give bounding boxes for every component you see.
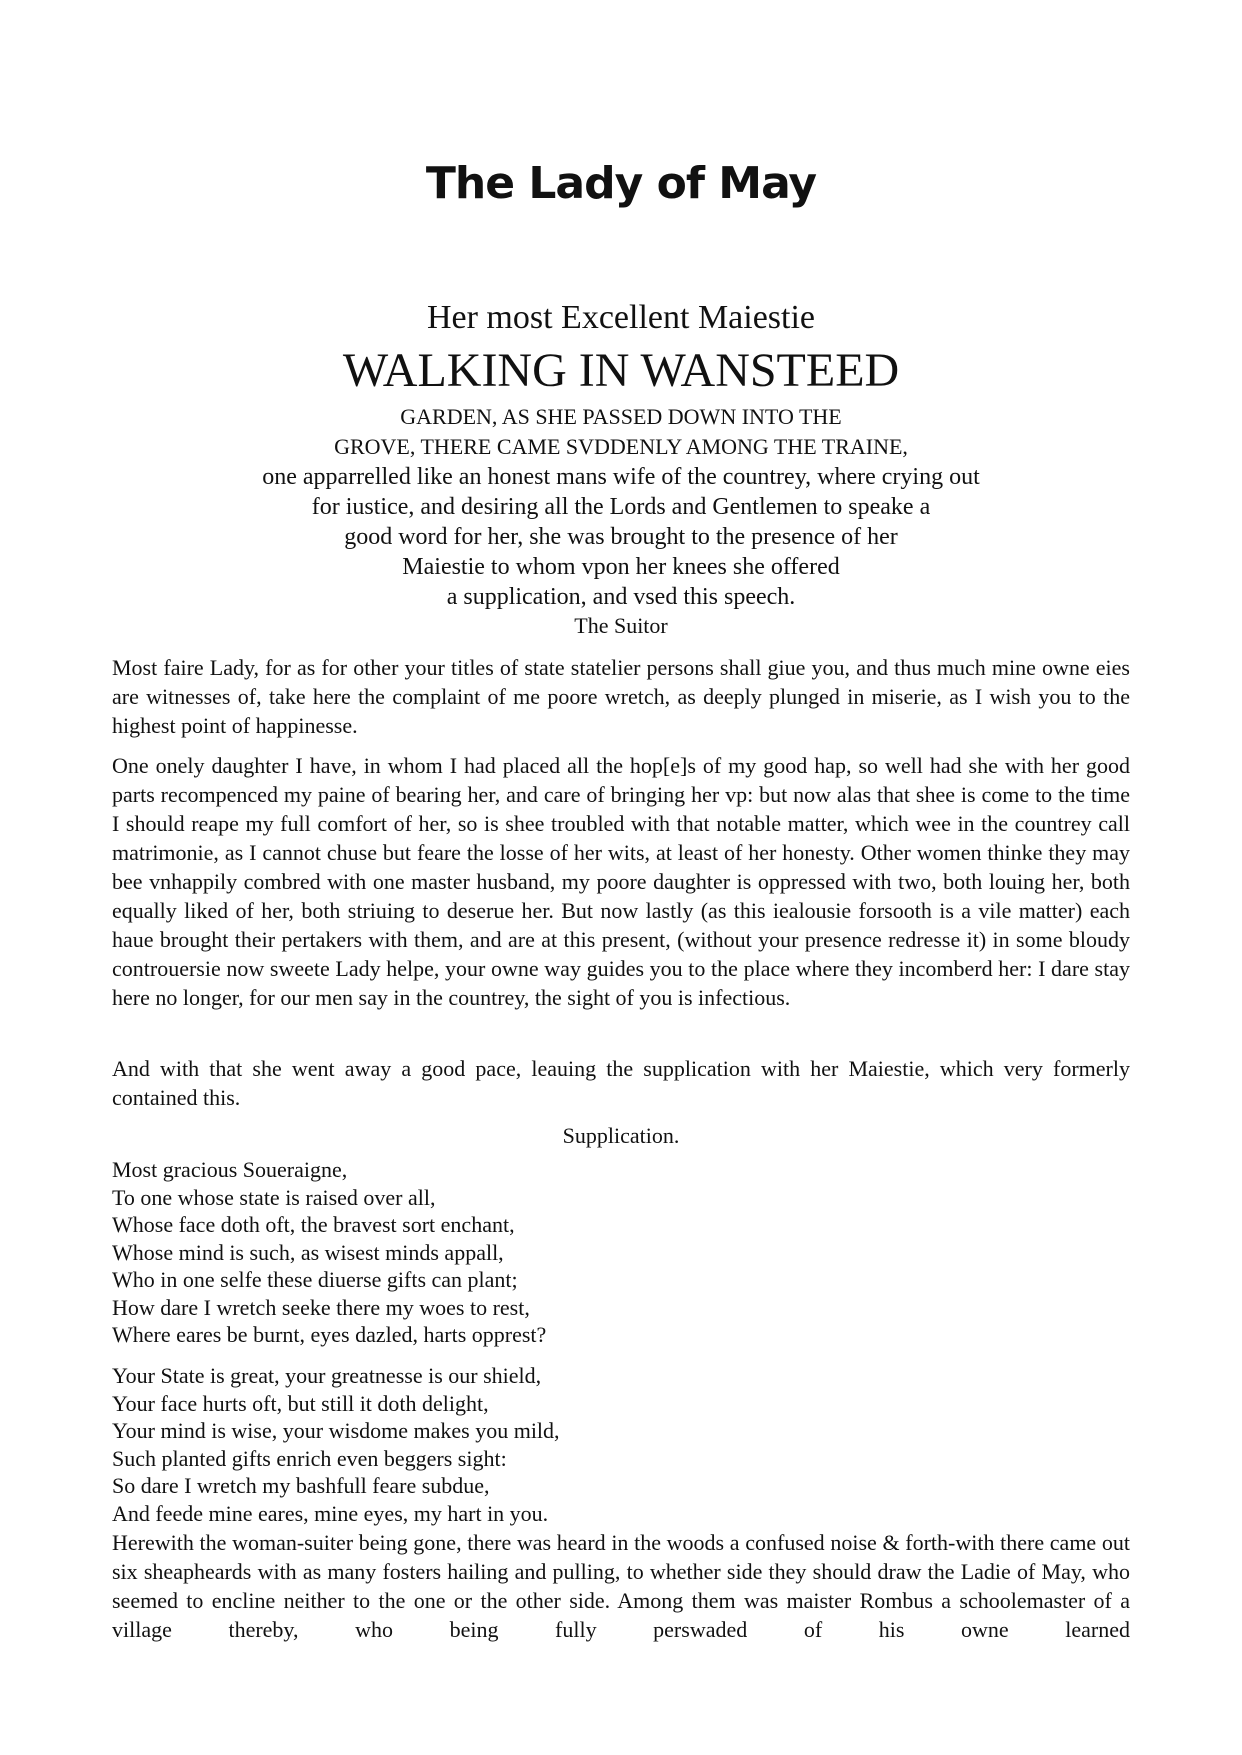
verse-line: Whose face doth oft, the bravest sort enchant, [112, 1212, 515, 1237]
paragraph-2: One onely daughter I have, in whom I had placed all the hop[e]s of my good hap, so well had she with her good parts recompenced my paine of bearing her, and care of bringing her vp: but now alas that shee is come to the time I should reape my full comfort of her, so is shee troubled with that notable matter, which wee in the countrey call matrimonie, as I cannot chuse but feare the losse of her wits, at least of her honesty. Other women thinke they may bee vnhappily combred with one master husband, my poore daughter is oppressed with two, both louing her, both equally liked of her, both striuing to deserue her. But now lastly (as this iealousie forsooth is a vile matter) each haue brought their pertakers with them, and are at this present, (without your presence redresse it) in some bloudy controuersie now sweete Lady helpe, your owne way guides you to the place where they incomberd her: I dare stay here no longer, for our men say in the countrey, the sight of you is infectious. [112, 753, 1130, 1010]
verse-line: Where eares be burnt, eyes dazled, harts opprest? [112, 1322, 547, 1347]
verse-line: And feede mine eares, mine eyes, my hart in you. [112, 1500, 549, 1526]
verse-line: Such planted gifts enrich even beggers sight: [112, 1445, 507, 1471]
verse-line: Most gracious Soueraigne, [112, 1157, 348, 1182]
suitor-label: The Suitor [574, 613, 668, 638]
closing-paragraph: Herewith the woman-suiter being gone, there was heard in the woods a confused noise & forth-with there came out six sheapheards with as many fosters hailing and pulling, to whether side they should draw the Ladie of May, who seemed to encline neither to the one or the other side. Among them was maister Rombus a schoolemaster of a village thereby, who being fully perswaded of his owne learned [112, 1530, 1130, 1642]
verse-line: How dare I wretch seeke there my woes to rest, [112, 1294, 530, 1320]
paragraph-3: And with that she went away a good pace, leauing the supplication with her Maiestie, which very formerly contained this. [112, 1056, 1130, 1110]
section-heading [0, 296, 1242, 612]
heading-line-2: WALKING IN WANSTEED [342, 344, 900, 397]
heading-line: one apparrelled like an honest mans wife of the countrey, where crying out [262, 464, 980, 490]
heading-line: GARDEN, AS SHE PASSED DOWN INTO THE [400, 404, 842, 429]
supplication-label: Supplication. [562, 1123, 680, 1148]
verse-stanza-2 [112, 1362, 1130, 1527]
heading-line: good word for her, she was brought to the presence of her [344, 524, 898, 550]
verse-line: So dare I wretch my bashfull feare subdue, [112, 1473, 490, 1498]
paragraph-1: Most faire Lady, for as for other your titles of state statelier persons shall giue you, and thus much mine owne eies are witnesses of, take here the complaint of me poore wretch, as deeply plunged in miserie, as I wish you to the highest point of happinesse. [112, 655, 1130, 738]
page-title: The Lady of May [425, 158, 817, 209]
verse-line: Your face hurts oft, but still it doth delight, [112, 1390, 489, 1416]
verse-stanza-1 [112, 1156, 1130, 1349]
heading-line: a supplication, and vsed this speech. [446, 584, 796, 610]
verse-line: To one whose state is raised over all, [112, 1184, 436, 1210]
heading-line: for iustice, and desiring all the Lords and Gentlemen to speake a [311, 494, 931, 520]
verse-line: Your State is great, your greatnesse is our shield, [112, 1363, 542, 1388]
heading-line: Maiestie to whom vpon her knees she offered [402, 554, 840, 580]
verse-line: Who in one selfe these diuerse gifts can plant; [112, 1267, 518, 1292]
verse-line: Your mind is wise, your wisdome makes you mild, [112, 1418, 560, 1443]
heading-line: GROVE, THERE CAME SVDDENLY AMONG THE TRAINE, [334, 434, 908, 459]
verse-line: Whose mind is such, as wisest minds appall, [112, 1239, 504, 1265]
heading-line-1: Her most Excellent Maiestie [426, 299, 816, 336]
